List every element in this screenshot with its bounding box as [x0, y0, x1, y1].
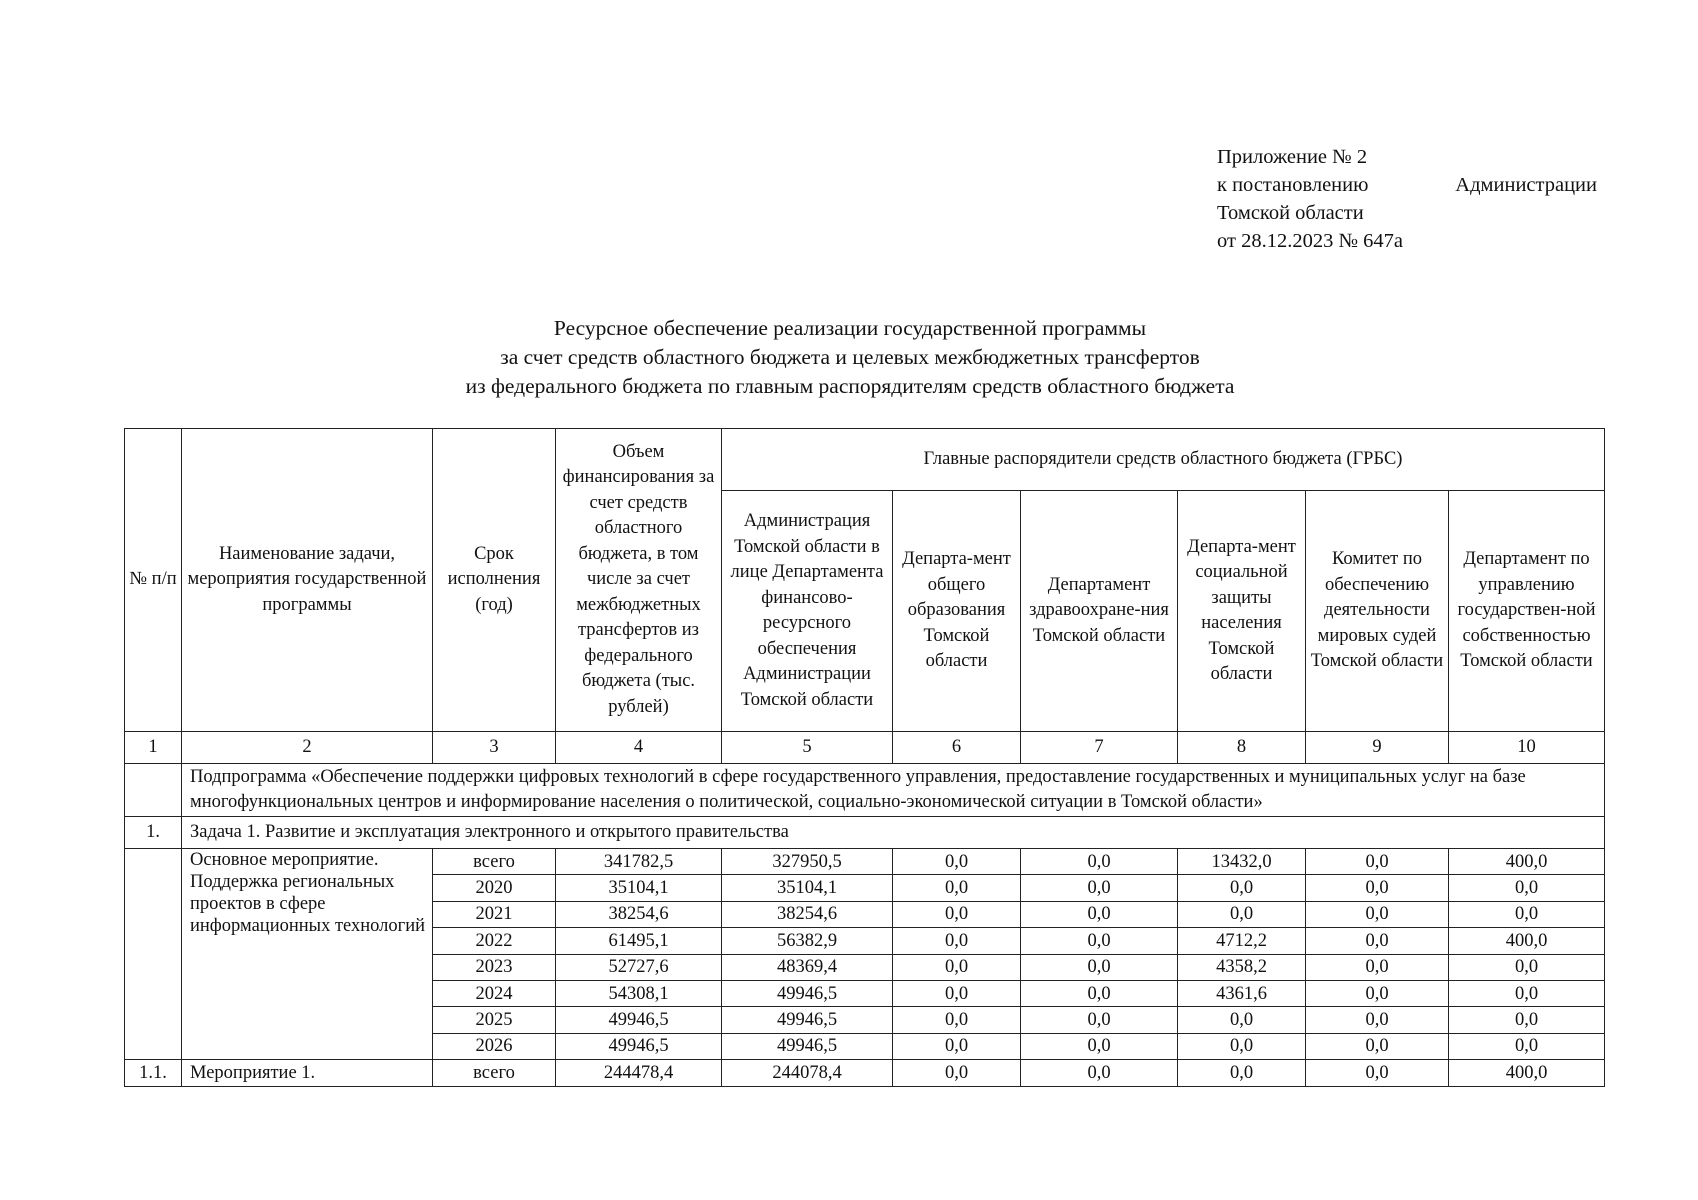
event-1-grbs-5: 244078,4 — [722, 1060, 893, 1086]
main-event-grbs-9: 0,0 — [1306, 1007, 1449, 1033]
main-event-grbs-5: 49946,5 — [722, 1007, 893, 1033]
main-event-period: 2022 — [433, 928, 556, 954]
header-col-9: Комитет по обеспечению деятельности мировых судей Томской области — [1306, 491, 1449, 732]
main-event-grbs-8: 13432,0 — [1178, 849, 1306, 875]
document-title — [100, 314, 1600, 401]
main-event-grbs-6: 0,0 — [893, 901, 1021, 927]
main-event-period: 2026 — [433, 1033, 556, 1059]
main-event-grbs-9: 0,0 — [1306, 901, 1449, 927]
header-col-4: Объем финансирования за счет средств областного бюджета, в том числе за счет межбюджетных трансфертов из федерального бюджета (тыс. рублей) — [556, 429, 722, 732]
header-col-6: Департа-мент общего образования Томской области — [893, 491, 1021, 732]
title-line-2: за счет средств областного бюджета и целевых межбюджетных трансфертов — [500, 345, 1200, 369]
main-event-grbs-10: 400,0 — [1449, 849, 1605, 875]
main-event-grbs-6: 0,0 — [893, 875, 1021, 901]
main-event-grbs-10: 0,0 — [1449, 980, 1605, 1006]
header-row-1 — [125, 429, 1605, 491]
event-1-grbs-7: 0,0 — [1021, 1060, 1178, 1086]
task-title: Задача 1. Развитие и эксплуатация электронного и открытого правительства — [182, 817, 1605, 849]
column-number-row — [125, 732, 1605, 764]
event-1-name: Мероприятие 1. — [182, 1060, 433, 1086]
main-event-grbs-8: 0,0 — [1178, 1033, 1306, 1059]
main-event-grbs-9: 0,0 — [1306, 954, 1449, 980]
main-event-grbs-10: 0,0 — [1449, 901, 1605, 927]
column-number: 9 — [1306, 732, 1449, 764]
header-grbs: Главные распорядители средств областного бюджета (ГРБС) — [722, 429, 1605, 491]
subprogram-num-cell — [125, 764, 182, 817]
main-event-grbs-9: 0,0 — [1306, 928, 1449, 954]
main-event-grbs-5: 48369,4 — [722, 954, 893, 980]
main-event-grbs-8: 4358,2 — [1178, 954, 1306, 980]
main-event-grbs-7: 0,0 — [1021, 1007, 1178, 1033]
main-event-period: 2021 — [433, 901, 556, 927]
header-col-1: № п/п — [125, 429, 182, 732]
event-1-grbs-9: 0,0 — [1306, 1060, 1449, 1086]
subprogram-title: Подпрограмма «Обеспечение поддержки цифровых технологий в сфере государственного управления, предоставление государственных и муниципальных услуг на базе многофункциональных центров и информирование населения о политической, социально-экономической ситуации в Томской области» — [182, 764, 1605, 817]
event-1-total: 244478,4 — [556, 1060, 722, 1086]
event-1-number: 1.1. — [125, 1060, 182, 1086]
event-1-period: всего — [433, 1060, 556, 1086]
column-number: 5 — [722, 732, 893, 764]
main-event-period: 2024 — [433, 980, 556, 1006]
main-event-period: 2020 — [433, 875, 556, 901]
appendix-line-2-left: к постановлению — [1217, 174, 1369, 196]
main-event-grbs-5: 49946,5 — [722, 1033, 893, 1059]
main-event-grbs-6: 0,0 — [893, 980, 1021, 1006]
main-event-grbs-5: 38254,6 — [722, 901, 893, 927]
main-event-grbs-9: 0,0 — [1306, 1033, 1449, 1059]
main-event-grbs-7: 0,0 — [1021, 901, 1178, 927]
main-event-rows — [125, 849, 1605, 1060]
header-col-8: Департа-мент социальной защиты населения Томской области — [1178, 491, 1306, 732]
main-event-grbs-6: 0,0 — [893, 954, 1021, 980]
main-event-period: всего — [433, 849, 556, 875]
main-event-total: 38254,6 — [556, 901, 722, 927]
main-event-number — [125, 849, 182, 1060]
appendix-line-3: Томской области — [1217, 202, 1364, 224]
column-number: 2 — [182, 732, 433, 764]
main-event-grbs-10: 0,0 — [1449, 1033, 1605, 1059]
main-event-grbs-9: 0,0 — [1306, 875, 1449, 901]
main-event-grbs-7: 0,0 — [1021, 875, 1178, 901]
main-event-row — [125, 849, 1605, 875]
main-event-grbs-7: 0,0 — [1021, 954, 1178, 980]
main-event-grbs-10: 0,0 — [1449, 954, 1605, 980]
main-event-grbs-6: 0,0 — [893, 1033, 1021, 1059]
main-event-grbs-8: 0,0 — [1178, 875, 1306, 901]
main-event-total: 61495,1 — [556, 928, 722, 954]
subprogram-row — [125, 764, 1605, 817]
main-event-grbs-5: 56382,9 — [722, 928, 893, 954]
column-number: 1 — [125, 732, 182, 764]
column-number: 6 — [893, 732, 1021, 764]
main-event-grbs-8: 0,0 — [1178, 1007, 1306, 1033]
column-number: 10 — [1449, 732, 1605, 764]
event-1-grbs-8: 0,0 — [1178, 1060, 1306, 1086]
main-event-total: 341782,5 — [556, 849, 722, 875]
appendix-line-2-right: Администрации — [1455, 174, 1597, 196]
appendix-line-1: Приложение № 2 — [1217, 146, 1368, 168]
appendix-line-2 — [1217, 171, 1597, 199]
header-col-10: Департамент по управлению государствен-ной собственностью Томской области — [1449, 491, 1605, 732]
header-col-7: Департамент здравоохране-ния Томской области — [1021, 491, 1178, 732]
main-event-grbs-5: 35104,1 — [722, 875, 893, 901]
appendix-line-4: от 28.12.2023 № 647а — [1217, 230, 1403, 252]
title-line-3: из федерального бюджета по главным распорядителям средств областного бюджета — [465, 374, 1235, 398]
main-event-grbs-5: 327950,5 — [722, 849, 893, 875]
task-number: 1. — [125, 817, 182, 849]
main-event-total: 54308,1 — [556, 980, 722, 1006]
header-col-3: Срок исполнения (год) — [433, 429, 556, 732]
main-event-total: 49946,5 — [556, 1007, 722, 1033]
task-row — [125, 817, 1605, 849]
main-event-grbs-7: 0,0 — [1021, 1033, 1178, 1059]
main-event-period: 2025 — [433, 1007, 556, 1033]
main-event-total: 49946,5 — [556, 1033, 722, 1059]
main-event-grbs-7: 0,0 — [1021, 849, 1178, 875]
header-col-5: Администрация Томской области в лице Департамента финансово-ресурсного обеспечения Администрации Томской области — [722, 491, 893, 732]
main-event-name: Основное мероприятие. Поддержка региональных проектов в сфере информационных технологий — [182, 849, 433, 1060]
main-event-grbs-6: 0,0 — [893, 849, 1021, 875]
main-event-grbs-8: 4361,6 — [1178, 980, 1306, 1006]
main-event-total: 35104,1 — [556, 875, 722, 901]
main-event-grbs-9: 0,0 — [1306, 849, 1449, 875]
event-1-grbs-6: 0,0 — [893, 1060, 1021, 1086]
main-event-grbs-5: 49946,5 — [722, 980, 893, 1006]
appendix-note — [1217, 143, 1597, 255]
column-number: 8 — [1178, 732, 1306, 764]
column-number: 7 — [1021, 732, 1178, 764]
main-event-grbs-9: 0,0 — [1306, 980, 1449, 1006]
main-event-grbs-6: 0,0 — [893, 1007, 1021, 1033]
title-line-1: Ресурсное обеспечение реализации государственной программы — [553, 316, 1147, 340]
main-event-grbs-8: 0,0 — [1178, 901, 1306, 927]
main-event-grbs-6: 0,0 — [893, 928, 1021, 954]
main-event-grbs-7: 0,0 — [1021, 980, 1178, 1006]
event-1-row — [125, 1060, 1605, 1086]
main-event-grbs-7: 0,0 — [1021, 928, 1178, 954]
column-number: 4 — [556, 732, 722, 764]
header-col-2: Наименование задачи, мероприятия государственной программы — [182, 429, 433, 732]
column-number: 3 — [433, 732, 556, 764]
main-event-grbs-10: 0,0 — [1449, 1007, 1605, 1033]
main-event-total: 52727,6 — [556, 954, 722, 980]
main-event-grbs-8: 4712,2 — [1178, 928, 1306, 954]
main-event-grbs-10: 0,0 — [1449, 875, 1605, 901]
resource-table — [124, 428, 1605, 1087]
event-1-grbs-10: 400,0 — [1449, 1060, 1605, 1086]
main-event-grbs-10: 400,0 — [1449, 928, 1605, 954]
main-event-period: 2023 — [433, 954, 556, 980]
